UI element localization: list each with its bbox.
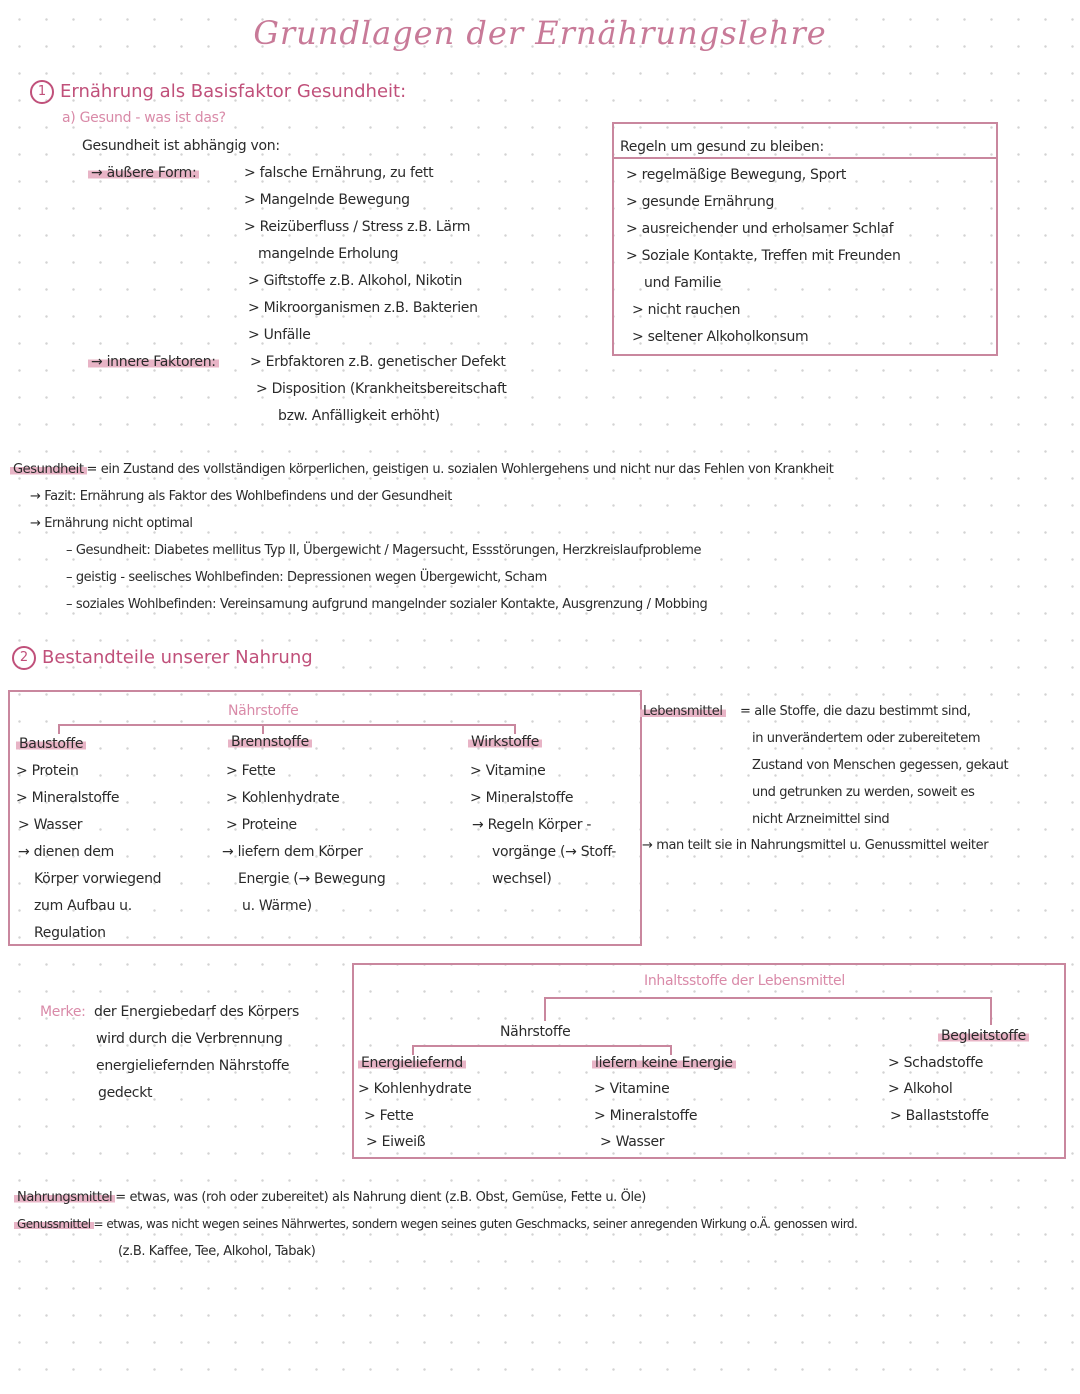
tree-connector — [58, 724, 516, 726]
inner-factors-label: → innere Faktoren: — [88, 354, 219, 370]
baustoffe-item: > Wasser — [18, 817, 83, 833]
rules-item: und Familie — [644, 275, 722, 291]
lebensmittel-line: nicht Arzneimittel sind — [752, 812, 890, 827]
rules-item: > regelmäßige Bewegung, Sport — [626, 167, 847, 183]
brennstoffe-item: > Fette — [226, 763, 276, 779]
lebensmittel-line: und getrunken zu werden, soweit es — [752, 785, 975, 800]
consequence-bullet: – soziales Wohlbefinden: Vereinsamung aufgrund mangelnder sozialer Kontakte, Ausgrenzung / Mobbing — [66, 597, 708, 612]
outer-item: > Mangelnde Bewegung — [244, 192, 410, 208]
fazit-line: → Fazit: Ernährung als Faktor des Wohlbefindens und der Gesundheit — [30, 489, 452, 504]
merke-line: wird durch die Verbrennung — [96, 1031, 283, 1047]
tree-connector — [412, 1045, 672, 1047]
genussmittel-definition: Genussmittel = etwas, was nicht wegen seines Nährwertes, sondern wegen seines guten Geschmacks, seiner anregenden Wirkung o.Ä. genossen wird. — [14, 1217, 857, 1231]
energy-item: > Fette — [364, 1108, 414, 1124]
rules-item: > Soziale Kontakte, Treffen mit Freunden — [626, 248, 901, 264]
rules-item: > ausreichender und erholsamer Schlaf — [626, 221, 894, 237]
ingredients-title: Inhaltsstoffe der Lebensmittel — [644, 973, 845, 989]
section1-subheading: a) Gesund - was ist das? — [62, 110, 226, 126]
consequence-bullet: – Gesundheit: Diabetes mellitus Typ II, Übergewicht / Magersucht, Essstörungen, Herzkreislaufprobleme — [66, 543, 702, 558]
inner-item: > Disposition (Krankheitsbereitschaft — [256, 381, 507, 397]
energy-head: Energieliefernd — [358, 1055, 466, 1071]
wirkstoffe-item: > Mineralstoffe — [470, 790, 574, 806]
baustoffe-item: → dienen dem — [18, 844, 114, 860]
merke-label: Merke: — [40, 1004, 86, 1020]
rules-heading: Regeln um gesund zu bleiben: — [620, 139, 824, 155]
tree-connector — [670, 1045, 672, 1055]
section2-heading-text: Bestandteile unserer Nahrung — [42, 647, 313, 668]
brennstoffe-item: → liefern dem Körper — [222, 844, 363, 860]
consequence-bullet: – geistig - seelisches Wohlbefinden: Depressionen wegen Übergewicht, Scham — [66, 570, 547, 585]
naehrstoffe-node: Nährstoffe — [500, 1024, 571, 1040]
nutrients-tree-title: Nährstoffe — [228, 703, 299, 719]
section1-number: 1 — [30, 80, 54, 104]
rules-item: > seltener Alkoholkonsum — [632, 329, 809, 345]
brennstoffe-item: > Kohlenhydrate — [226, 790, 340, 806]
outer-item: > Giftstoffe z.B. Alkohol, Nikotin — [248, 273, 463, 289]
rules-divider — [614, 157, 996, 159]
outer-item: > falsche Ernährung, zu fett — [244, 165, 434, 181]
page-title: Grundlagen der Ernährungslehre — [253, 14, 827, 52]
begleit-item: > Alkohol — [888, 1081, 953, 1097]
begleitstoffe-node: Begleitstoffe — [938, 1028, 1029, 1044]
no-energy-head: liefern keine Energie — [592, 1055, 736, 1071]
not-optimal-line: → Ernährung nicht optimal — [30, 516, 193, 531]
nahrungsmittel-definition: Nahrungsmittel = etwas, was (roh oder zubereitet) als Nahrung dient (z.B. Obst, Gemüse, Fette u. Öle) — [14, 1190, 646, 1205]
inner-item: bzw. Anfälligkeit erhöht) — [278, 408, 440, 424]
outer-factors-label: → äußere Form: — [88, 165, 199, 181]
lebensmittel-term: Lebensmittel — [640, 704, 726, 719]
tree-connector — [412, 1045, 414, 1055]
health-intro: Gesundheit ist abhängig von: — [82, 138, 280, 154]
energy-item: > Eiweiß — [366, 1134, 426, 1150]
tree-connector — [544, 997, 546, 1021]
section2-number: 2 — [12, 646, 36, 670]
merke-line: energieliefernden Nährstoffe — [96, 1058, 290, 1074]
rules-item: > nicht rauchen — [632, 302, 741, 318]
tree-connector — [990, 997, 992, 1025]
lebensmittel-line: Zustand von Menschen gegessen, gekaut — [752, 758, 1009, 773]
tree-connector — [514, 724, 516, 734]
lebensmittel-line: = alle Stoffe, die dazu bestimmt sind, — [740, 704, 971, 719]
inner-item: > Erbfaktoren z.B. genetischer Defekt — [250, 354, 506, 370]
col-head-wirkstoffe: Wirkstoffe — [468, 734, 542, 750]
rules-item: > gesunde Ernährung — [626, 194, 775, 210]
baustoffe-item: Körper vorwiegend — [34, 871, 162, 887]
col-head-baustoffe: Baustoffe — [16, 736, 86, 752]
merke-line: der Energiebedarf des Körpers — [94, 1004, 299, 1020]
wirkstoffe-item: wechsel) — [492, 871, 552, 887]
begleit-item: > Ballaststoffe — [890, 1108, 989, 1124]
no-energy-item: > Wasser — [600, 1134, 665, 1150]
baustoffe-item: Regulation — [34, 925, 106, 941]
wirkstoffe-item: vorgänge (→ Stoff- — [492, 844, 616, 860]
tree-connector — [58, 724, 60, 734]
col-head-brennstoffe: Brennstoffe — [228, 734, 312, 750]
tree-connector — [544, 997, 992, 999]
no-energy-item: > Mineralstoffe — [594, 1108, 698, 1124]
outer-item: mangelnde Erholung — [258, 246, 399, 262]
section2-heading — [12, 646, 313, 670]
outer-item: > Mikroorganismen z.B. Bakterien — [248, 300, 478, 316]
no-energy-item: > Vitamine — [594, 1081, 670, 1097]
wirkstoffe-item: → Regeln Körper - — [472, 817, 592, 833]
brennstoffe-item: Energie (→ Bewegung — [238, 871, 386, 887]
baustoffe-item: zum Aufbau u. — [34, 898, 132, 914]
section1-heading-text: Ernährung als Basisfaktor Gesundheit: — [60, 81, 407, 102]
baustoffe-item: > Protein — [16, 763, 79, 779]
lebensmittel-arrow-line: → man teilt sie in Nahrungsmittel u. Genussmittel weiter — [642, 838, 989, 853]
begleit-item: > Schadstoffe — [888, 1055, 984, 1071]
section1-heading — [30, 80, 406, 104]
baustoffe-item: > Mineralstoffe — [16, 790, 120, 806]
brennstoffe-item: > Proteine — [226, 817, 297, 833]
outer-item: > Unfälle — [248, 327, 311, 343]
outer-item: > Reizüberfluss / Stress z.B. Lärm — [244, 219, 471, 235]
wirkstoffe-item: > Vitamine — [470, 763, 546, 779]
genussmittel-examples: (z.B. Kaffee, Tee, Alkohol, Tabak) — [118, 1244, 316, 1259]
merke-line: gedeckt — [98, 1085, 153, 1101]
lebensmittel-line: in unverändertem oder zubereitetem — [752, 731, 981, 746]
energy-item: > Kohlenhydrate — [358, 1081, 472, 1097]
brennstoffe-item: u. Wärme) — [242, 898, 312, 914]
health-definition: Gesundheit = ein Zustand des vollständigen körperlichen, geistigen u. sozialen Wohlergehens und nicht nur das Fehlen von Krankheit — [10, 462, 833, 477]
tree-connector — [262, 724, 264, 734]
